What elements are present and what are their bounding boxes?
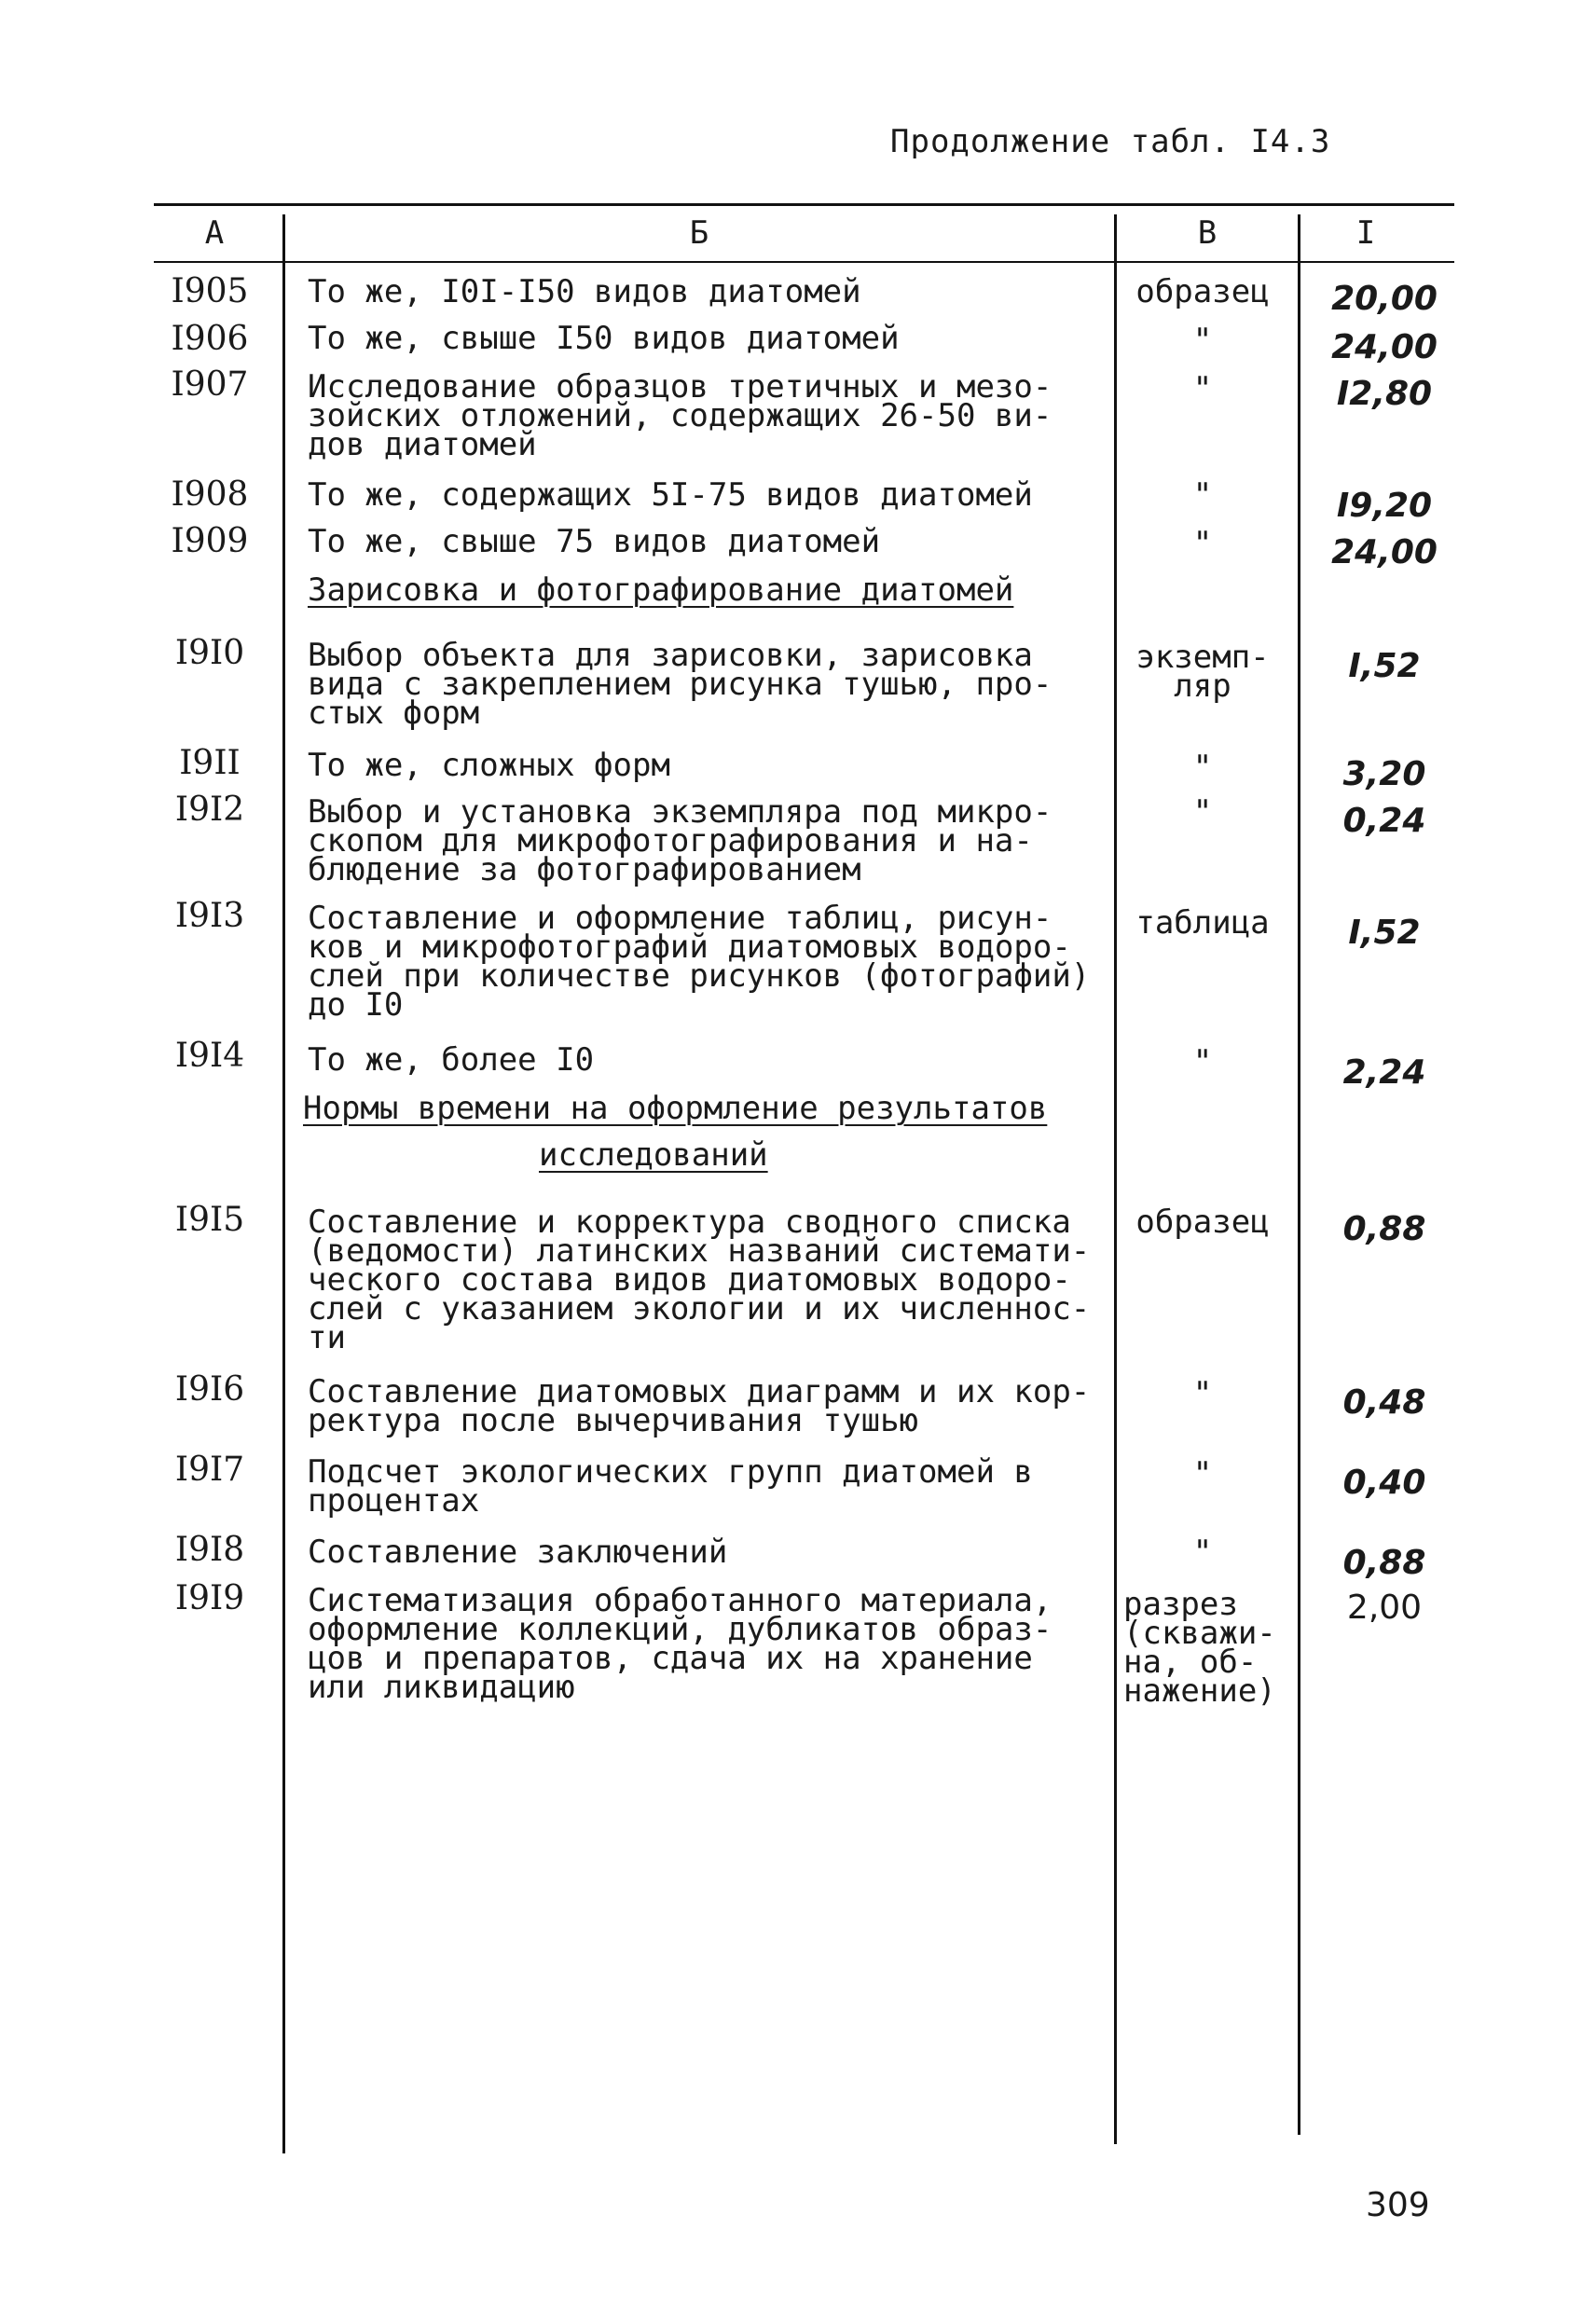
row-value: 20,00 (1331, 280, 1438, 318)
row-code: I9I5 (174, 1201, 245, 1239)
row-value: I2,80 (1336, 375, 1433, 413)
row-unit: " (1192, 370, 1213, 407)
row-value: 2,00 (1346, 1589, 1423, 1627)
row-description: Подсчет экологических групп диатомей в процентах (308, 1453, 1033, 1520)
row-value: 24,00 (1331, 533, 1438, 571)
table-header-rule (154, 261, 1454, 263)
row-code: I908 (171, 475, 249, 514)
row-description: Систематизация обработанного материала, оформление коллекций, дубликатов образ- цов и препаратов, сдача их на хранение или ликвидацию (308, 1582, 1053, 1706)
row-value: 24,00 (1331, 328, 1438, 366)
row-code: I9I3 (174, 897, 245, 935)
row-unit: " (1192, 793, 1213, 831)
row-value: I9,20 (1336, 487, 1433, 525)
row-value: I,52 (1348, 914, 1421, 952)
row-description: Составление и оформление таблиц, рисун- ков и микрофотографий диатомовых водоро- слей при количестве рисунков (фотографий) до I0 (308, 900, 1091, 1024)
row-description: Составление заключений (308, 1534, 728, 1571)
row-description: То же, более I0 (308, 1041, 595, 1079)
row-unit: " (1192, 476, 1213, 514)
row-value: 0,40 (1342, 1464, 1426, 1502)
row-code: I9I2 (174, 791, 245, 829)
row-code: I906 (171, 320, 249, 358)
row-unit: экземп- ляр (1135, 639, 1270, 705)
section-heading-norms-line2: исследований (539, 1136, 768, 1174)
row-unit: разрез (скважи- на, об- нажение) (1123, 1586, 1276, 1710)
column-divider-a (282, 214, 285, 2153)
row-unit: " (1192, 1455, 1213, 1493)
row-description: То же, содержащих 5I-75 видов диатомей (308, 476, 1033, 514)
row-description: Составление диатомовых диаграмм и их кор- ректура после вычерчивания тушью (308, 1373, 1091, 1439)
header-b: Б (689, 214, 709, 252)
row-code: I907 (171, 365, 249, 404)
row-value: 0,48 (1342, 1383, 1426, 1422)
row-unit: таблица (1135, 904, 1270, 942)
row-description: Составление и корректура сводного списка (ведомости) латинских названий системати- ческого состава видов диатомовых водоро- слей с указанием экологии и их численнос- ти (308, 1204, 1091, 1356)
row-unit: " (1192, 749, 1213, 786)
table-top-rule (154, 203, 1454, 206)
row-unit: образец (1135, 1204, 1270, 1241)
row-value: 0,88 (1342, 1544, 1426, 1582)
row-code: I9I8 (174, 1531, 245, 1569)
row-code: I9I0 (174, 634, 245, 672)
row-unit: " (1192, 322, 1213, 359)
row-value: I,52 (1348, 647, 1421, 685)
row-description: То же, свыше I50 видов диатомей (308, 320, 900, 357)
row-value: 0,88 (1342, 1210, 1426, 1248)
row-unit: образец (1135, 273, 1270, 310)
row-unit: " (1192, 525, 1213, 562)
section-heading-drawing: Зарисовка и фотографирование диатомей (308, 571, 1014, 609)
row-code: I9I9 (174, 1579, 245, 1617)
header-d: I (1355, 214, 1376, 252)
column-divider-c (1298, 214, 1300, 2135)
row-code: I9I4 (174, 1037, 245, 1075)
row-unit: " (1192, 1043, 1213, 1080)
row-description: Выбор объекта для зарисовки, зарисовка вида с закреплением рисунка тушью, про- стых форм (308, 637, 1053, 732)
section-heading-norms-line1: Нормы времени на оформление результатов (303, 1090, 1048, 1127)
row-description: То же, сложных форм (308, 747, 670, 784)
table-caption: Продолжение табл. I4.3 (890, 123, 1331, 160)
row-description: То же, I0I-I50 видов диатомей (308, 273, 861, 310)
row-code: I905 (171, 272, 249, 310)
row-value: 3,20 (1342, 755, 1426, 793)
row-code: I9II (179, 744, 241, 782)
row-value: 0,24 (1342, 802, 1426, 840)
header-a: А (204, 214, 225, 252)
row-unit: " (1192, 1534, 1213, 1571)
row-value: 2,24 (1342, 1053, 1426, 1092)
row-description: Исследование образцов третичных и мезо- зойских отложений, содержащих 26-50 ви- дов диатомей (308, 368, 1053, 463)
row-code: I9I6 (174, 1370, 245, 1409)
row-code: I9I7 (174, 1451, 245, 1489)
row-code: I909 (171, 522, 249, 560)
row-unit: " (1192, 1375, 1213, 1412)
row-description: То же, свыше 75 видов диатомей (308, 523, 881, 560)
row-description: Выбор и установка экземпляра под микро- скопом для микрофотографирования и на- блюдение за фотографированием (308, 793, 1053, 888)
page-number: 309 (1366, 2186, 1430, 2224)
header-c: В (1197, 214, 1218, 252)
